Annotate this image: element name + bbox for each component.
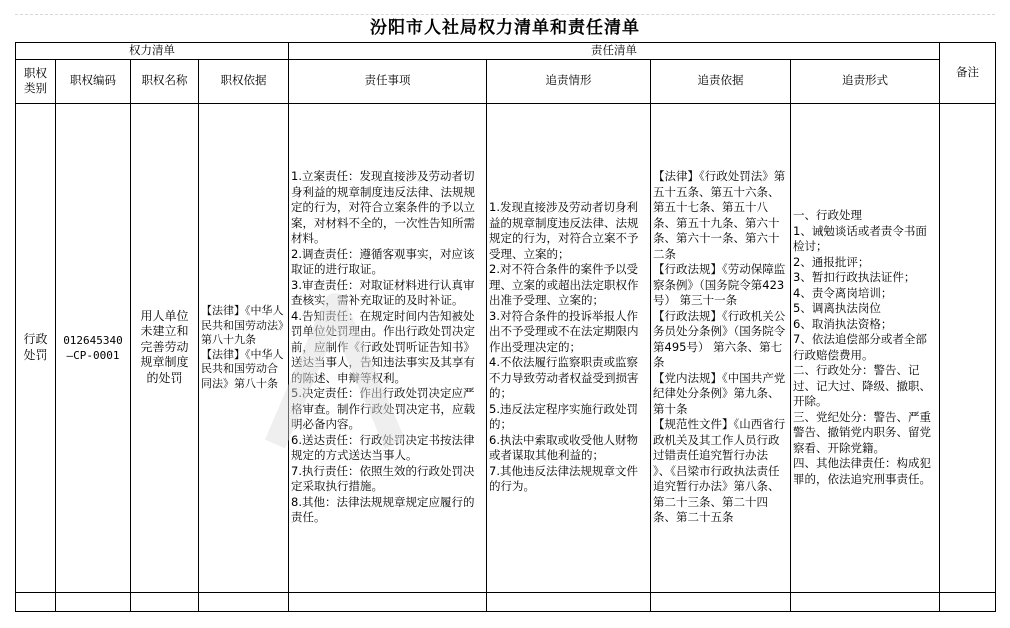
blank-row (16, 592, 996, 611)
header-code: 职权编码 (56, 59, 131, 103)
page-title: 汾阳市人社局权力清单和责任清单 (370, 18, 640, 38)
blank-cell (289, 592, 487, 611)
header-name: 职权名称 (131, 59, 199, 103)
cell-remarks (940, 103, 996, 592)
group-header-power-list: 权力清单 (16, 43, 289, 60)
cell-name: 用人单位 未建立和 完善劳动 规章制度 的处罚 (131, 103, 199, 592)
blank-cell (651, 592, 791, 611)
header-basis: 职权依据 (199, 59, 289, 103)
table-row (16, 103, 996, 592)
cell-accountability-forms: 一、行政处理 1、诫勉谈话或者责令书面检讨； 2、通报批评； 3、暂扣行政执法证件； 4、责令离岗培训； 5、调离执法岗位 6、取消执法资格； 7、依法追偿部分或者全部行政赔偿费用。 二、行政处分：警告、记过、记大过、降级、撤职、开除。 三、党纪处分：警告、严重警告、撤销党内职务、留党察看、开除党籍。 四、其他法律责任：构成犯罪的，依法追究刑事责任。 (791, 103, 940, 592)
cell-basis: 【法律】《中华人民共和国劳动法》第八十九条 【法律】《中华人民共和国劳动合同法》第八十条 (199, 103, 289, 592)
cell-accountability-basis: 【法律】《行政处罚法》第五十五条、第五十六条、第五十七条、第五十八条、第五十九条、第六十条、第六十一条、第六十二条 【行政法规】《劳动保障监察条例》（国务院令第423号） 第三十一条 【行政法规】《行政机关公务员处分条例》（国务院令第495号） 第六条、第七条 【党内法规】《中国共产党纪律处分条例》第九条、第十条 【规范性文件】《山西省行政机关及其工作人员行政过错责任追究暂行办法 》、《吕梁市行政执法责任追究暂行办法》第八条、第二十三条、第二十四条、第二十五条 (651, 103, 791, 592)
group-header-row (16, 43, 996, 60)
blank-cell (487, 592, 651, 611)
column-header-row (16, 59, 996, 103)
header-remarks: 备注 (940, 43, 996, 104)
cell-code: 012645340 —CP-0001 (56, 103, 131, 592)
power-responsibility-table (15, 42, 996, 612)
header-accountability-forms: 追责形式 (791, 59, 940, 103)
header-responsibility: 责任事项 (289, 59, 487, 103)
blank-cell (131, 592, 199, 611)
cell-category: 行政 处罚 (16, 103, 56, 592)
blank-cell (56, 592, 131, 611)
header-category: 职权 类别 (16, 59, 56, 103)
blank-cell (791, 592, 940, 611)
header-accountability-basis: 追责依据 (651, 59, 791, 103)
blank-cell (199, 592, 289, 611)
cell-accountability-cases: 1.发现直接涉及劳动者切身利益的规章制度违反法律、法规规定的行为，对符合立案不予受理、立案的； 2.对不符合条件的案件予以受理、立案的或超出法定职权作出准予受理、立案的； 3.对符合条件的投诉举报人作出不予受理或不在法定期限内作出受理决定的； 4.不依法履行监察职责或监察不力导致劳动者权益受到损害的； 5.违反法定程序实施行政处罚的； 6.执法中索取或收受他人财物或者谋取其他利益的； 7.其他违反法律法规规章文件的行为。 (487, 103, 651, 592)
cell-responsibility: 1.立案责任：发现直接涉及劳动者切身利益的规章制度违反法律、法规规定的行为，对符合立案条件的予以立案，对材料不全的，一次性告知所需材料。 2.调查责任：遵循客观事实，对应该取证的进行取证。 3.审查责任：对取证材料进行认真审查核实，需补充取证的及时补证。 4.告知责任：在规定时间内告知被处罚单位处罚理由。作出行政处罚决定前，应制作《行政处罚听证告知书》送达当事人，告知违法事实及其享有的陈述、申辩等权利。 5.决定责任：作出行政处罚决定应严格审查。制作行政处罚决定书，应载明必备内容。 6.送达责任：行政处罚决定书按法律规定的方式送达当事人。 7.执行责任：依照生效的行政处罚决定采取执行措施。 8.其他：法律法规规章规定应履行的责任。 (289, 103, 487, 592)
blank-cell (940, 592, 996, 611)
group-header-responsibility-list: 责任清单 (289, 43, 940, 60)
document-sheet (15, 14, 995, 614)
blank-cell (16, 592, 56, 611)
header-accountability-cases: 追责情形 (487, 59, 651, 103)
